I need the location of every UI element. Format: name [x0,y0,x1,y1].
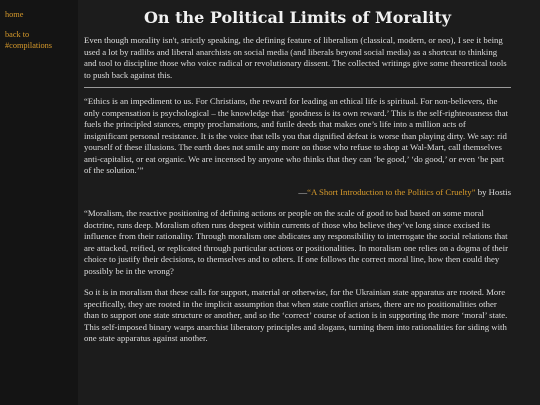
attribution-author: by Hostis [475,186,511,197]
attribution-dash: — [298,186,308,197]
body-paragraph-state: So it is in moralism that these calls for support, material or otherwise, for the Ukrainian state apparatus are rooted. More specifically, they are rooted in the implicit assumption that when state conflict arises, there are no positionalities other than to support one state structure or another, and so the ‘correct’ course of action is in supporting the more ‘moral’ state. This self-imposed binary warps anarchist liberatory principles and slogans, turning them into rationalities for siding with one state apparatus against another. [84,287,508,343]
source-link[interactable]: “A Short Introduction to the Politics of Cruelty” [307,186,476,197]
page-title: On the Political Limits of Morality [143,8,452,27]
intro-paragraph: Even though morality isn't, strictly speaking, the defining feature of liberalism (classical, modern, or neo), I see it being used a lot by radlibs and liberal anarchists on social media (and liberals beyond social media) as a shortcut to thinking and tool to discipline those who voice radical or revolutionary dissent. The collected writings give some theoretical tools to push back against this. [84,35,507,80]
back-to-compilations-link[interactable]: back to #compilations [5,30,53,50]
sidebar [0,0,78,405]
body-paragraph-moralism: “Moralism, the reactive positioning of defining actions or people on the scale of good to bad based on some moral doctrine, runs deep. Moralism often runs deepest within currents of those who believe they’ve long since excised its influence from their rationality. Through moralism one abdicates any responsibility to interrogate the social relations that are attacked, reified, or replicated through particular actions or positionalities. In moralism one relies on a dogma of their choice to justify their decisions, to themselves and to others. If one follows the correct moral line, how then could they possibly be in the wrong? [84,208,508,276]
divider [84,87,511,88]
quote-paragraph: “Ethics is an impediment to us. For Christians, the reward for leading an ethical life is spiritual. For non-believers, the only compensation is psychological – the knowledge that ‘goodness is its own reward.’ This is the self-righteousness that fuels the principled stances, empty proclamations, and futile deeds that makes one’s life into a million acts of insignificant personal resistance. It is the voice that tells you that dignified defeat is worse than playing dirty. We say: rid yourself of these illusions. The earth does not smile any more on those who refuse to shop at Wal-Mart, call themselves anti-capitalist, or eat organic. We are incensed by anyone who thinks that they can ‘be good,’ ‘do good,’ or even ‘be part of the solution.’” [84,96,508,175]
quote-attribution [84,187,511,199]
article [84,0,511,405]
home-link[interactable]: home [5,10,24,19]
